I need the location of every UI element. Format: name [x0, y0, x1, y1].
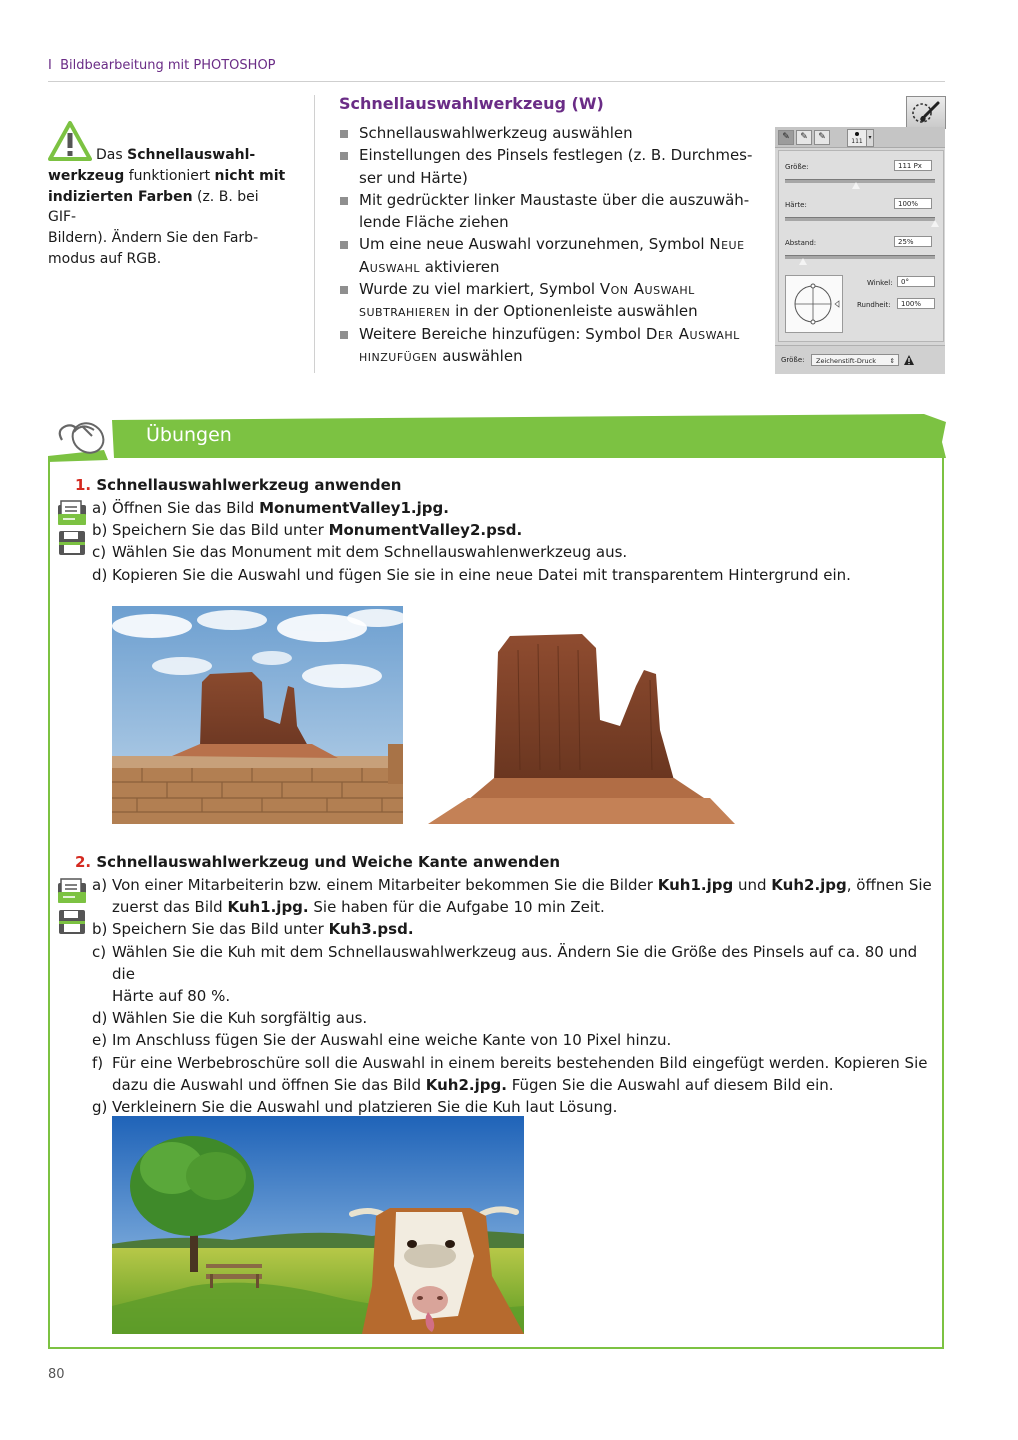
- size-slider[interactable]: [785, 179, 935, 183]
- hardness-slider[interactable]: [785, 217, 935, 221]
- running-header: [48, 58, 276, 73]
- spacing-input[interactable]: 25%: [894, 236, 932, 247]
- angle-input[interactable]: 0°: [897, 276, 935, 287]
- list-item: g) Verkleinern Sie die Auswahl und platzieren Sie die Kuh laut Lösung.: [92, 1098, 618, 1117]
- header-rule: [48, 81, 945, 82]
- subtract-selection-button[interactable]: ✎: [814, 130, 830, 145]
- list-item: Schnellauswahlwerkzeug auswählen: [338, 122, 758, 144]
- list-item: a) Öffnen Sie das Bild MonumentValley1.jpg.: [92, 499, 449, 517]
- exercise-1-steps: [92, 497, 932, 586]
- roundness-label: Rundheit:: [857, 301, 891, 309]
- exercise-1-title: 1. Schnellauswahlwerkzeug anwenden: [75, 476, 402, 494]
- exercise-banner-title: Übungen: [146, 424, 232, 446]
- tool-steps: [338, 122, 758, 367]
- save-file-icon: [57, 909, 87, 935]
- spacing-slider-thumb[interactable]: [799, 258, 807, 265]
- open-file-icon: [57, 500, 87, 526]
- tool-title: Schnellauswahlwerkzeug (W): [339, 94, 604, 113]
- monument-valley-photo: [112, 606, 403, 824]
- brush-preset-picker[interactable]: 111: [847, 129, 867, 147]
- angle-label: Winkel:: [867, 279, 893, 287]
- chevron-down-icon[interactable]: ▾: [866, 129, 874, 147]
- pressure-select[interactable]: Zeichenstift-Druck ⇕: [811, 354, 899, 366]
- size-label: Größe:: [785, 163, 809, 171]
- pressure-size-label: Größe:: [781, 356, 805, 364]
- size-input[interactable]: 111 Px: [894, 160, 932, 171]
- angle-crosshair-icon: [786, 276, 842, 332]
- quick-selection-tool-button[interactable]: [906, 96, 946, 129]
- warning-icon: [903, 354, 915, 366]
- header-marker: I: [48, 58, 52, 73]
- monument-cutout-photo: [428, 630, 735, 824]
- cow-meadow-photo: [112, 1116, 524, 1334]
- list-item: Wurde zu viel markiert, Symbol Von Auswahl subtrahieren in der Optionenleiste auswählen: [338, 278, 758, 323]
- exercise-2-steps: [92, 874, 934, 1118]
- list-item: b) Speichern Sie das Bild unter Kuh3.psd.: [92, 920, 414, 939]
- add-to-selection-button[interactable]: ✎: [796, 130, 812, 145]
- list-item: b) Speichern Sie das Bild unter MonumentValley2.psd.: [92, 521, 523, 540]
- list-item: Um eine neue Auswahl vorzunehmen, Symbol Neue Auswahl aktivieren: [338, 233, 758, 278]
- hardness-slider-thumb[interactable]: [931, 220, 939, 227]
- open-file-icon: [57, 878, 87, 904]
- list-item: Einstellungen des Pinsels festlegen (z. B. Durchmes- ser und Härte): [338, 144, 758, 189]
- header-chapter: Bildbearbeitung mit PHOTOSHOP: [60, 58, 276, 73]
- hardness-label: Härte:: [785, 201, 807, 209]
- brush-toolbar: [775, 127, 945, 148]
- list-item: c) Wählen Sie die Kuh mit dem Schnellauswahlwerkzeug aus. Ändern Sie die Größe des Pinsels auf ca. 80 und die Härte auf 80 %.: [92, 942, 918, 1006]
- list-item: a) Von einer Mitarbeiterin bzw. einem Mitarbeiter bekommen Sie die Bilder Kuh1.jpg und Kuh2.jpg, öffnen Sie zuerst das Bild Kuh1.jpg. Sie haben für die Aufgabe 10 min Zeit.: [92, 876, 932, 917]
- list-item: c) Wählen Sie das Monument mit dem Schnellauswahlenwerkzeug aus.: [92, 543, 628, 562]
- list-item: Mit gedrückter linker Maustaste über die auszuwäh- lende Fläche ziehen: [338, 189, 758, 234]
- save-file-icon: [57, 530, 87, 556]
- hardness-input[interactable]: 100%: [894, 198, 932, 209]
- spacing-label: Abstand:: [785, 239, 817, 247]
- brush-settings: [778, 150, 944, 342]
- new-selection-button[interactable]: ✎: [778, 130, 794, 145]
- list-item: f) Für eine Werbebroschüre soll die Auswahl in einem bereits bestehenden Bild eingefügt werden. Kopieren Sie dazu die Auswahl und öffnen Sie das Bild Kuh2.jpg. Fügen Sie die Auswahl auf diesem Bild ein.: [92, 1053, 928, 1094]
- brush-angle-widget[interactable]: [785, 275, 843, 333]
- size-slider-thumb[interactable]: [852, 182, 860, 189]
- quick-selection-icon: [907, 97, 945, 128]
- brush-pressure-row: [775, 345, 945, 374]
- list-item: e) Im Anschluss fügen Sie der Auswahl eine weiche Kante von 10 Pixel hinzu.: [92, 1031, 672, 1050]
- roundness-input[interactable]: 100%: [897, 298, 935, 309]
- list-item: d) Kopieren Sie die Auswahl und fügen Sie sie in eine neue Datei mit transparentem Hintergrund ein.: [92, 565, 851, 584]
- page-number: 80: [48, 1367, 65, 1382]
- list-item: d) Wählen Sie die Kuh sorgfältig aus.: [92, 1009, 368, 1028]
- exercise-2-title: 2. Schnellauswahlwerkzeug und Weiche Kante anwenden: [75, 853, 561, 871]
- column-divider: [314, 95, 315, 373]
- brush-options-panel: [775, 127, 945, 373]
- warning-note: Das Schnellauswahl- werkzeug funktioniert nicht mit indizierten Farben (z. B. bei GIF- Bildern). Ändern Sie den Farb- modus auf RGB.: [48, 147, 286, 267]
- list-item: Weitere Bereiche hinzufügen: Symbol Der Auswahl hinzufügen auswählen: [338, 323, 758, 368]
- spacing-slider[interactable]: [785, 255, 935, 259]
